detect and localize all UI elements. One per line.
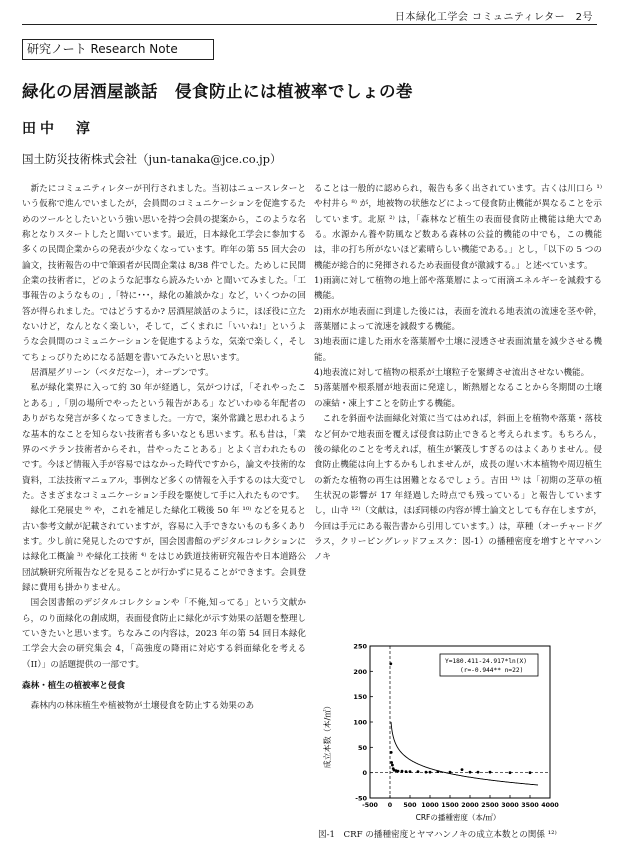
data-point bbox=[425, 771, 428, 774]
paragraph: 緑化工発展史 ⁹⁾ や，これを補足した緑化工戦後 50 年 ¹⁰⁾ などを見ると古い参考文献が記載されていますが，容易に入手できないものも多くあります。少し前に発見したのですが，国会図書館のデジタルコレクションには緑化工概論 ³⁾ や緑化工技術 ⁴⁾ をはじめ鉄道技術研究報告や日本道路公団試験研究所報告などを見ることが行かずに見ることができます。会員登録に費用も掛かりません。 bbox=[22, 506, 306, 593]
y-tick-label: -50 bbox=[355, 794, 367, 803]
y-tick-label: 100 bbox=[353, 718, 367, 727]
paragraph: 国会図書館のデジタルコレクションや「不俺,知ってる」という文献から，のり面緑化の創成期，表面侵食防止に緑化が示す効果の話題を整理していきたいと思います。ちなみこの内容は，2023 年の第 54 回日本緑化工学会大会の研究集会 4，「高強度の降雨に対応する斜面緑化を考える（II）」の話題提供の一部です。 bbox=[22, 598, 306, 670]
x-tick-label: 3000 bbox=[501, 802, 519, 809]
list-item: 1)雨滴に対して植物の地上部や落葉層によって雨滴エネルギーを減殺する機能。 bbox=[314, 276, 602, 302]
regression-equation: Y=180.411-24.917*ln(X) bbox=[445, 658, 527, 665]
y-axis-label: 成立本数（本/㎡） bbox=[323, 701, 332, 769]
list-item: 2)雨水が地表面に到達した後には，表面を流れる地表流の流速を茎や幹，落葉層によって流速を減殺する機能。 bbox=[314, 306, 602, 333]
y-tick-label: 0 bbox=[362, 769, 367, 778]
x-tick-label: 500 bbox=[403, 802, 417, 809]
article-title: 緑化の居酒屋談話 侵食防止には植被率でしょの巻 bbox=[22, 82, 413, 101]
data-point bbox=[437, 770, 440, 773]
x-tick-label: 1500 bbox=[441, 802, 459, 809]
y-tick-label: 250 bbox=[353, 642, 367, 651]
x-tick-label: -500 bbox=[362, 802, 378, 809]
x-tick-label: 3500 bbox=[521, 802, 539, 809]
regression-stats: (r=-0.944** n=22) bbox=[460, 667, 524, 674]
paragraph: 森林内の林床植生や植被物が土壌侵食を防止する効果のあ bbox=[30, 701, 255, 712]
data-point bbox=[469, 771, 472, 774]
y-tick-label: 200 bbox=[353, 667, 367, 676]
x-tick-label: 0 bbox=[387, 802, 393, 809]
section-tag: 研究ノート Research Note bbox=[22, 39, 214, 60]
paragraph: 居酒屋グリーン（ベタだなー），オープンです。 bbox=[30, 368, 214, 379]
paragraph: 私が緑化業界に入って約 30 年が経過し，気がつけば，「それやったことある」,「別の場所でやったという報告がある」などいわゆる年配者のありがちな発言が多くなってきました。一方で，案外常識と思われるような基本的なことを知らない技術者も多いなとも思います。私も昔は，「業界のベテラン技術者からそれ，昔やったことある」とよく言われたものです。今ほど情報入手が容易ではなかった時代ですから，論文や技術的な資料，工法技術マニュアル，事例など多くの情報を入手するのは大変でした。さまざまなコミュニケーション手段を駆使して手に入れたものです。 bbox=[22, 383, 306, 501]
running-header: 日本緑化工学会 コミュニティレター 2号 bbox=[394, 12, 593, 23]
data-point bbox=[397, 770, 400, 773]
figure-caption: 図-1 CRF の播種密度とヤマハンノキの成立本数との関係 ¹²⁾ bbox=[318, 830, 557, 840]
x-tick-label: 2500 bbox=[481, 802, 499, 809]
data-point bbox=[417, 770, 420, 773]
paragraph: 新たにコミュニティレターが刊行されました。当初はニュースレターという仮称で進んでいましたが，会員間のコミュニケーションを促進するためのツールとしたいという強い思いを持つ会員の提案から，このような名称となりスタートしたと聞いています。最近，日本緑化工学会に参加する多くの民間企業からの発表が少なくなっています。昨年の第 55 回大会の論文，技術報告の中で筆頭者が民間企業は 8/38 件でした。ためしに民間企業の技術者に，どのような記事なら読みたいか と聞いてみました。「工事報告のようなもの」,「特に･･･，緑化の雑談かな」など，いくつかの回答が得られました。ではどうするか? 居酒屋談話のように，ほぼ役に立たないけど，なんとなく楽しい，そして，ごくまれに「いいね!」というような会員間のコミュニケーションを促進するような，気楽で楽しく，そしてちょっぴりためになる話題を書いてみたいと思います。 bbox=[22, 184, 306, 363]
scatter-chart bbox=[318, 640, 562, 824]
regression-legend bbox=[440, 654, 538, 676]
y-tick-label: 50 bbox=[357, 743, 367, 752]
regression-curve bbox=[391, 722, 538, 785]
data-point bbox=[390, 751, 393, 754]
list-item: 4)地表流に対して植物の根系が土壌粒子を緊縛させ流出させない機能。 bbox=[314, 368, 590, 379]
section-heading: 森林・植生の植被率と侵食 bbox=[22, 681, 126, 691]
data-point bbox=[461, 768, 464, 771]
y-tick-label: 150 bbox=[353, 693, 367, 702]
data-point bbox=[409, 770, 412, 773]
list-item: 3)地表面に達した雨水を落葉層や土壌に浸透させ表面流量を減少させる機能。 bbox=[314, 337, 602, 363]
header-rule bbox=[22, 24, 597, 25]
author-name: 田中 淳 bbox=[22, 121, 94, 137]
data-point bbox=[401, 770, 404, 773]
data-point bbox=[391, 764, 394, 767]
data-point bbox=[389, 662, 392, 665]
x-tick-label: 1000 bbox=[421, 802, 439, 809]
right-column bbox=[314, 182, 602, 566]
x-tick-label: 4000 bbox=[541, 802, 559, 809]
data-point bbox=[489, 771, 492, 774]
left-column bbox=[22, 182, 306, 715]
data-point bbox=[390, 761, 393, 764]
paragraph: これを斜面や法面緑化対策に当てはめれば，斜面上を植物や落葉・落枝など何かで地表面を覆えば侵食は防止できると考えられます。もちろん，後の緑化のことを考えれば，植生が繁茂しすぎるのはよくありません。侵食防止機能は向上するかもしれませんが，成長の遅い木本植物や周辺植生の新たな植物の再生は困難となるでしょう。吉田 ¹³⁾ は「初期の芝草の植生状況の影響が 17 年経過した時点でも残っている」と報告していますし，山寺 ¹²⁾（文献は，ほぼ同様の内容が博士論文としても存在しますが，今回は手元にある報告書から引用しています。）は，草種（オーチャードグラス，クリーピングレッドフェスク：図-1）の播種密度を増すとヤマハンノキ bbox=[314, 414, 602, 563]
list-item: 5)落葉層や根系層が地表面に発達し，断熱層となることから冬期間の土壌の凍結・凍上すことを防止する機能。 bbox=[314, 383, 602, 409]
data-point bbox=[529, 771, 532, 774]
data-point bbox=[477, 771, 480, 774]
x-tick-label: 2000 bbox=[461, 802, 479, 809]
data-point bbox=[429, 771, 432, 774]
affiliation: 国土防災技術株式会社（jun-tanaka@jce.co.jp） bbox=[22, 152, 282, 166]
x-axis-label: CRFの播種密度（本/㎡） bbox=[415, 813, 501, 822]
data-point bbox=[449, 771, 452, 774]
paragraph: ることは一般的に認められ，報告も多く出されています。古くは川口ら ¹⁾ や村井ら ⁸⁾ が，地被物の状態などによって侵食防止機能が異なることを示しています。北原 ²⁾ は，「森林など植生の表面侵食防止機能は絶大である。水源かん養や防風など数ある森林の公益的機能の中でも，この機能は，非の打ち所がないほど素晴らしい機能である。」とし，「以下の 5 つの機能が総合的に発揮されるため表面侵食が激減する。」と述べています。 bbox=[314, 184, 602, 271]
data-point bbox=[405, 770, 408, 773]
data-point bbox=[509, 771, 512, 774]
